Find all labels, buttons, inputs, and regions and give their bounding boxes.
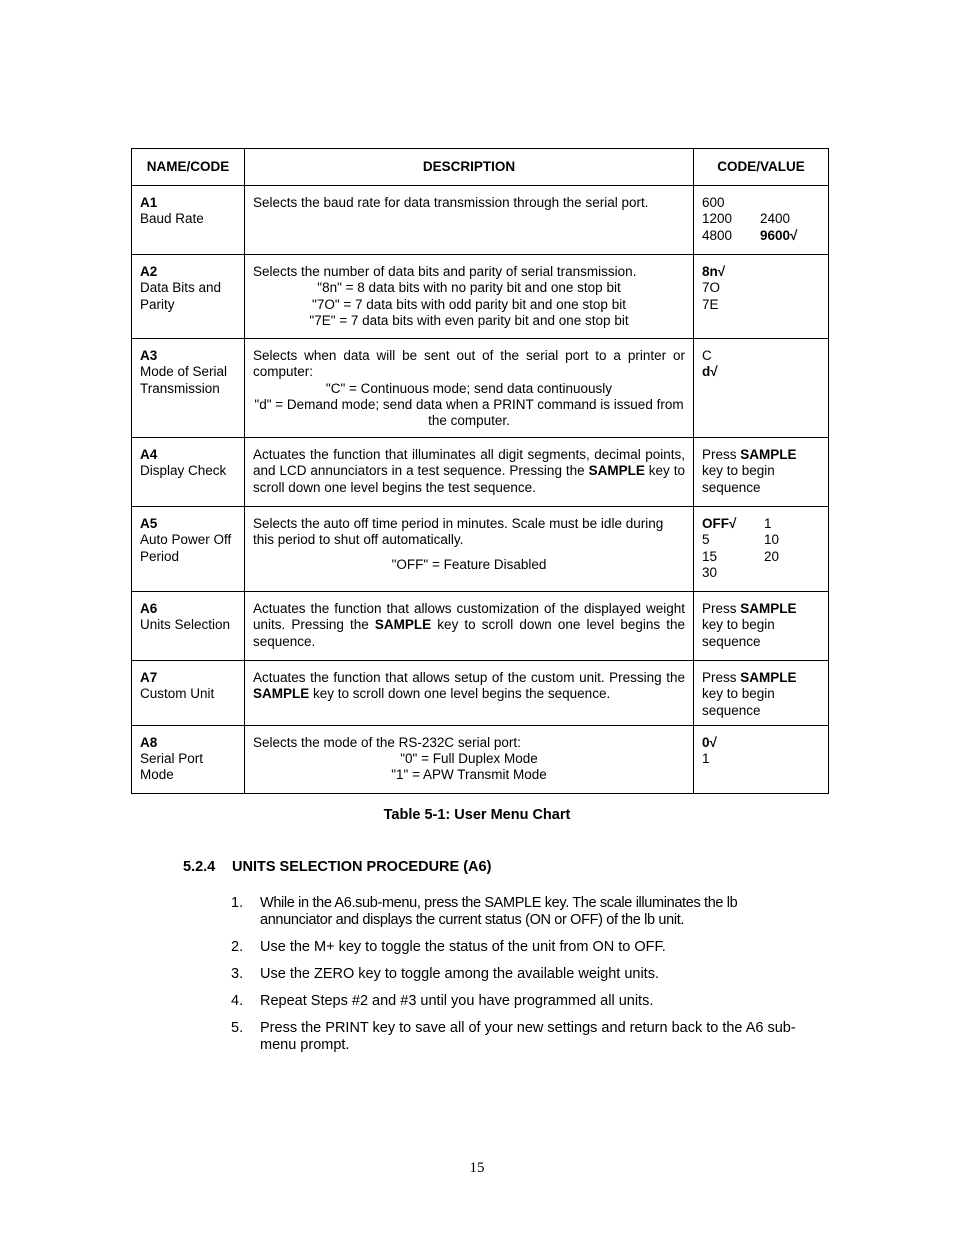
table-row [132,725,829,793]
description-text: Actuates the function that allows setup of the custom unit. Pressing the [253,670,685,685]
description-text: Actuates the function that illuminates all digit segments, decimal points, and LCD annunciators in a test sequence. Pressing the [253,447,685,479]
step-number: 1. [231,895,244,911]
value-option: 10 [764,532,780,548]
description-text: Actuates the function that allows customization of the displayed weight units. Pressing the [253,601,685,633]
list-item [231,966,801,983]
description-text: Selects the auto off time period in minutes. Scale must be idle during this period to shut off automatically. [253,516,664,548]
user-menu-table [131,148,829,794]
menu-code: A4 [140,447,158,462]
description-text: key to scroll down one level begins the sequence. [253,617,686,649]
page-number: 15 [469,1160,485,1176]
table-row [132,339,829,438]
menu-code: A3 [140,348,158,363]
description-text: key to scroll down one level begins the test sequence. [253,463,685,495]
value-cell [694,507,829,592]
name-cell [132,186,245,255]
description-option: "0" = Full Duplex Mode [400,751,538,767]
table-row [132,186,829,255]
procedure-steps [231,895,801,1064]
name-cell [132,507,245,592]
value-option: 2400 [760,211,791,227]
description-option: "7E" = 7 data bits with even parity bit and one stop bit [309,312,629,328]
list-item [231,895,801,929]
step-text: Press the PRINT key to save all of your new settings and return back to the A6 sub-menu prompt. [260,1020,796,1053]
value-option: 30 [702,564,718,580]
step-text: Use the ZERO key to toggle among the available weight units. [260,966,659,982]
header-name-code: NAME/CODE [132,149,245,186]
name-cell [132,339,245,438]
step-number: 5. [231,1020,244,1036]
table-row [132,507,829,592]
value-text: key to begin sequence [702,686,775,718]
menu-code: A6 [140,601,158,616]
value-option-default: OFF√ [702,516,737,531]
name-cell [132,725,245,793]
value-option: 1 [764,516,772,531]
value-option-default: 9600√ [760,227,798,243]
value-cell [694,255,829,339]
value-option: 600 [702,195,725,210]
list-item [231,993,801,1010]
sample-key-label: SAMPLE [740,670,797,685]
table-row [132,255,829,339]
description-option: "1" = APW Transmit Mode [391,767,547,783]
description-cell [245,507,694,592]
value-cell [694,725,829,793]
menu-code: A2 [140,264,158,279]
description-text: Selects the mode of the RS-232C serial port: [253,734,521,750]
section-title: UNITS SELECTION PROCEDURE (A6) [232,859,492,875]
name-cell [132,592,245,661]
table-caption: Table 5-1: User Menu Chart [383,807,571,823]
description-cell [245,255,694,339]
description-cell [245,438,694,507]
value-option: 7O [702,280,721,296]
step-number: 3. [231,966,244,982]
header-description: DESCRIPTION [245,149,694,186]
value-option: C [702,348,712,363]
value-cell [694,339,829,438]
name-cell [132,438,245,507]
section-heading [183,859,491,875]
header-code-value: CODE/VALUE [694,149,829,186]
description-option: "OFF" = Feature Disabled [391,556,547,572]
menu-name: Mode of Serial Transmission [140,364,228,396]
description-option: "8n" = 8 data bits with no parity bit and one stop bit [317,280,621,296]
value-option: 20 [764,548,780,564]
name-cell [132,255,245,339]
menu-name: Data Bits and Parity [140,280,222,312]
list-item [231,939,801,956]
sample-key-label: SAMPLE [253,686,310,702]
value-option: 7E [702,296,719,312]
value-option: 4800 [702,227,733,243]
value-option-default: d√ [702,364,718,380]
table-header-row [132,149,829,186]
description-cell [245,339,694,438]
section-number: 5.2.4 [183,859,216,875]
list-item [231,1020,801,1054]
menu-name: Units Selection [140,617,231,633]
description-text: key to scroll down one level begins the sequence. [309,686,611,702]
menu-name: Serial Port Mode [140,751,204,783]
sample-key-label: SAMPLE [374,617,432,633]
name-cell [132,661,245,726]
description-text: Selects when data will be sent out of the serial port to a printer or computer: [253,348,685,380]
value-option: 1 [702,751,710,767]
description-text: Selects the number of data bits and parity of serial transmission. [253,264,637,279]
description-option: "7O" = 7 data bits with odd parity bit and one stop bit [312,296,626,312]
description-cell [245,592,694,661]
value-option-default: 8n√ [702,264,726,279]
sample-key-label: SAMPLE [588,463,645,479]
value-text: Press [702,601,741,616]
menu-code: A8 [140,734,158,750]
description-option: "C" = Continuous mode; send data continuously [325,380,613,396]
sample-key-label: SAMPLE [740,447,797,462]
value-text: Press [702,447,741,462]
menu-name: Custom Unit [140,686,215,702]
step-text: Repeat Steps #2 and #3 until you have programmed all units. [260,993,654,1009]
step-number: 2. [231,939,244,955]
value-text: key to begin sequence [702,463,775,495]
value-option-default: 0√ [702,734,717,750]
table-row [132,592,829,661]
value-cell [694,592,829,661]
menu-name: Auto Power Off Period [140,532,232,564]
value-cell [694,186,829,255]
description-cell [245,661,694,726]
value-option: 5 [702,532,710,548]
description-option: "d" = Demand mode; send data when a PRINT command is issued from the computer. [254,396,684,429]
value-text: key to begin sequence [702,617,775,649]
table-row [132,438,829,507]
menu-code: A7 [140,670,158,685]
description-cell [245,186,694,255]
value-text: Press [702,670,741,685]
menu-name: Baud Rate [140,211,204,227]
table-row [132,661,829,726]
menu-name: Display Check [140,463,227,479]
value-cell [694,661,829,726]
value-option: 15 [702,548,718,564]
description-cell [245,725,694,793]
description-text: Selects the baud rate for data transmission through the serial port. [253,195,649,210]
menu-code: A5 [140,516,158,531]
step-text: While in the A6.sub-menu, press the SAMPLE key. The scale illuminates the lb annunciator and displays the current status (ON or OFF) of the lb unit. [260,895,738,928]
value-option: 1200 [702,211,733,227]
sample-key-label: SAMPLE [740,601,797,616]
value-cell [694,438,829,507]
step-text: Use the M+ key to toggle the status of the unit from ON to OFF. [260,939,666,955]
step-number: 4. [231,993,244,1009]
menu-code: A1 [140,195,158,210]
